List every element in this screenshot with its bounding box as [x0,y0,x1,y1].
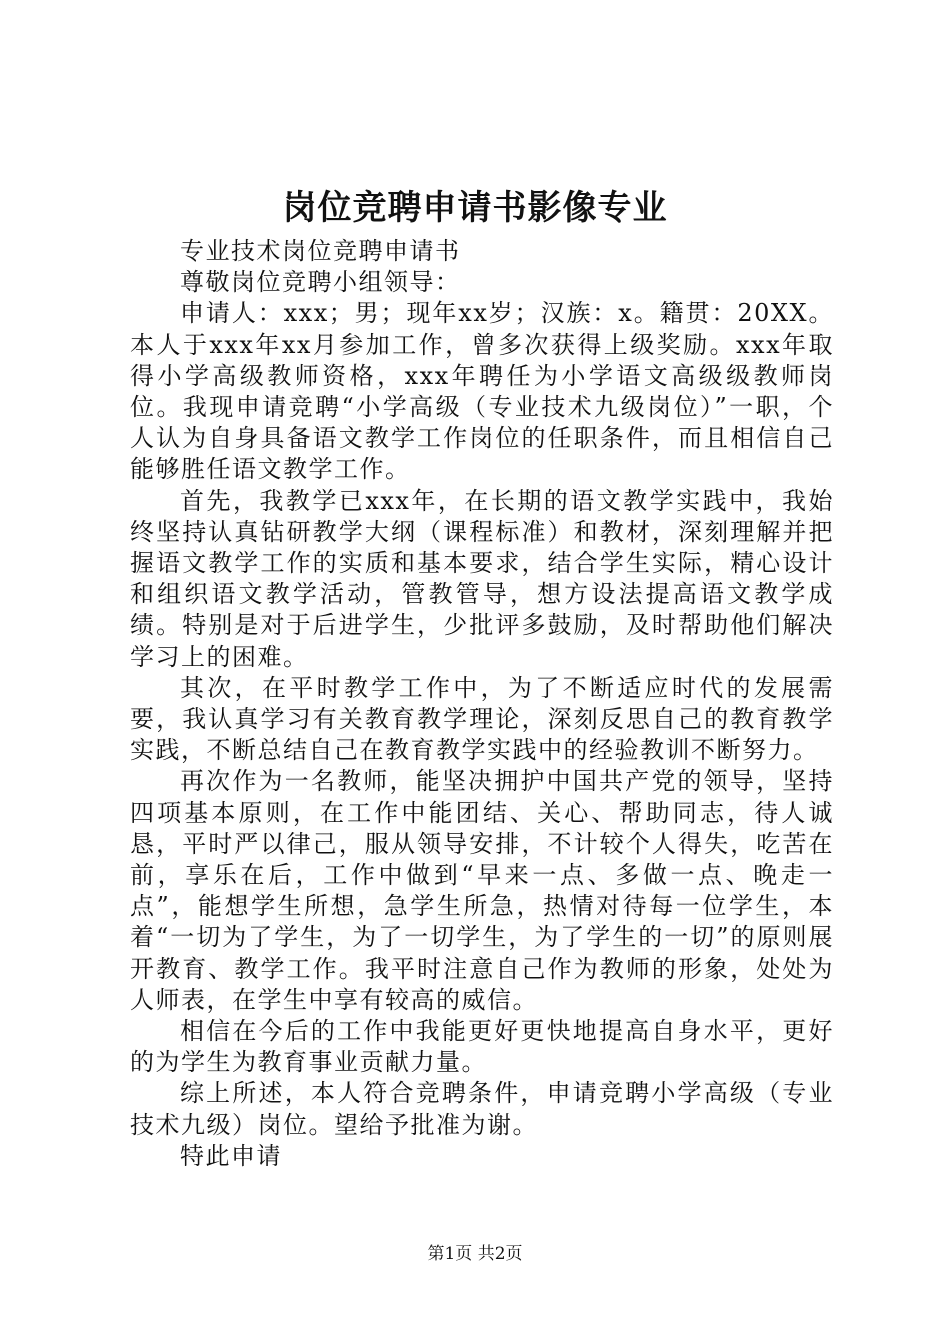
applicant-info-paragraph: 申请人：xxx；男；现年xx岁；汉族：x。籍贯：20XX。本人于xxx年xx月参加工作，曾多次获得上级奖励。xxx年取得小学高级教师资格，xxx年聘任为小学语文高级级教师岗位。我现申请竞聘“小学高级（专业技术九级岗位）”一职，个人认为自身具备语文教学工作岗位的任职条件，而且相信自己能够胜任语文教学工作。 [130,299,834,484]
salutation-paragraph: 尊敬岗位竞聘小组领导： [180,268,461,297]
subtitle-paragraph: 专业技术岗位竞聘申请书 [180,237,461,265]
document-body [130,236,834,1172]
study-paragraph: 其次，在平时教学工作中，为了不断适应时代的发展需要，我认真学习有关教育教学理论，深刻反思自己的教育教学实践，不断总结自己在教育教学实践中的经验教训不断努力。 [130,673,834,765]
document-title: 岗位竞聘申请书影像专业 [282,188,668,228]
future-paragraph: 相信在今后的工作中我能更好更快地提高自身水平，更好的为学生为教育事业贡献力量。 [130,1017,834,1077]
conduct-paragraph: 再次作为一名教师，能坚决拥护中国共产党的领导，坚持四项基本原则，在工作中能团结、关心、帮助同志，待人诚恳，平时严以律己，服从领导安排，不计较个人得失，吃苦在前，享乐在后，工作中做到“早来一点、多做一点、晚走一点”，能想学生所想，急学生所急，热情对待每一位学生，本着“一切为了学生，为了一切学生，为了学生的一切”的原则展开教育、教学工作。我平时注意自己作为教师的形象，处处为人师表，在学生中享有较高的威信。 [130,767,834,1014]
page-number-footer: 第1页 共2页 [427,1244,523,1264]
teaching-practice-paragraph: 首先，我教学已xxx年，在长期的语文教学实践中，我始终坚持认真钻研教学大纲（课程标准）和教材，深刻理解并把握语文教学工作的实质和基本要求，结合学生实际，精心设计和组织语文教学活动，管教管导，想方设法提高语文教学成绩。特别是对于后进学生，少批评多鼓励，及时帮助他们解决学习上的困难。 [130,486,834,671]
summary-paragraph: 综上所述，本人符合竞聘条件，申请竞聘小学高级（专业技术九级）岗位。望给予批准为谢。 [130,1079,834,1139]
closing-paragraph: 特此申请 [180,1141,282,1170]
